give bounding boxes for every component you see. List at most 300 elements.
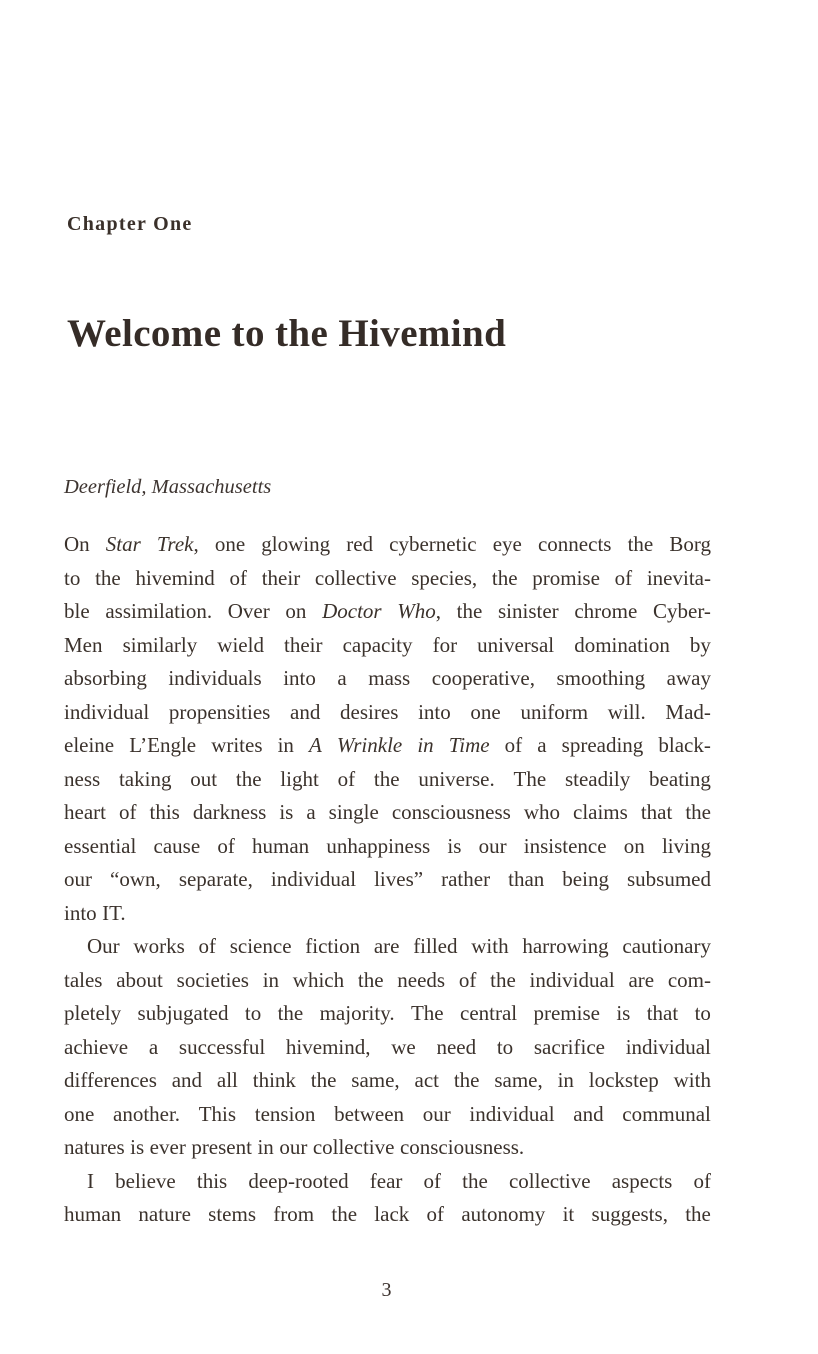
word (667, 662, 711, 696)
text-line (64, 1131, 711, 1165)
word (64, 1031, 128, 1065)
word (217, 629, 264, 663)
word-part: fear (369, 1168, 403, 1193)
word-part: differences (64, 1068, 157, 1092)
word-part: works (133, 934, 185, 958)
word (658, 729, 710, 763)
word-part: heart (64, 800, 106, 824)
word-part: same, (494, 1068, 543, 1092)
word-part: into (64, 900, 97, 925)
word-part: subsumed (626, 867, 711, 891)
word-part: capacity (342, 632, 413, 657)
word-part: to (244, 1001, 262, 1025)
word-part: will. (607, 699, 646, 724)
text-line (64, 729, 711, 763)
word (628, 528, 654, 562)
word-part: spreading (561, 733, 644, 757)
word (322, 595, 382, 629)
word (64, 662, 147, 696)
word (622, 930, 711, 964)
word-part: “own, (110, 867, 161, 891)
word-part: Borg (669, 532, 711, 556)
word-part: need (436, 1034, 477, 1059)
word-part: human (64, 1202, 122, 1226)
word (418, 763, 494, 797)
word-part: nature (138, 1202, 191, 1226)
word (391, 1031, 416, 1065)
word (427, 1198, 445, 1232)
word (397, 964, 445, 998)
word (674, 1064, 711, 1098)
word (262, 562, 300, 596)
word (199, 1098, 236, 1132)
word-part: successful (178, 1034, 266, 1059)
word-part: L’Engle (129, 733, 197, 757)
word-part: a (537, 733, 547, 757)
word-part: individual (469, 1101, 555, 1126)
word (459, 964, 477, 998)
word-part: in (262, 967, 280, 992)
word (285, 595, 306, 629)
word (524, 830, 607, 864)
word (64, 897, 97, 931)
word (462, 1165, 488, 1199)
word-part: to (694, 1001, 711, 1025)
word (278, 997, 304, 1031)
word (622, 1098, 711, 1132)
word (283, 662, 316, 696)
word (461, 1198, 545, 1232)
word-part: of (423, 1168, 442, 1193)
word (454, 1064, 480, 1098)
word (337, 729, 402, 763)
word-part: needs (397, 967, 446, 992)
word-part: believe (115, 1168, 176, 1193)
word (685, 1198, 711, 1232)
word (64, 528, 90, 562)
word (64, 1064, 157, 1098)
word (558, 1064, 574, 1098)
word-part: about (116, 967, 163, 992)
word-part: universe. (418, 766, 495, 791)
word (624, 830, 645, 864)
italic-title-text: Time (448, 733, 490, 757)
word-part: central (460, 1001, 518, 1025)
word-part: claims (573, 800, 628, 824)
word-part: their (261, 565, 301, 590)
word (592, 1198, 668, 1232)
word-part: that (640, 800, 673, 824)
word (138, 1198, 190, 1232)
word-part: unhappiness (326, 833, 431, 858)
word (64, 1198, 121, 1232)
word-part: single (328, 800, 379, 824)
word (64, 729, 114, 763)
word-part: with (673, 1068, 711, 1092)
word (329, 796, 379, 830)
word-part: filled (413, 934, 458, 958)
word-part: species, (411, 565, 478, 590)
text-line (64, 1064, 711, 1098)
word (64, 830, 136, 864)
word-part: our (478, 833, 507, 858)
word-part: a (148, 1034, 159, 1059)
word (252, 830, 309, 864)
word-part: consciousness. (399, 1135, 525, 1159)
word (150, 1131, 186, 1165)
text-line (64, 763, 711, 797)
word (417, 729, 433, 763)
word (293, 964, 344, 998)
word-part: in (257, 1135, 274, 1159)
word-part: similarly (122, 632, 198, 657)
word (191, 1131, 252, 1165)
word (374, 930, 400, 964)
word (309, 729, 322, 763)
word-part: The (513, 766, 547, 791)
word-part: all (216, 1068, 238, 1092)
word (524, 796, 560, 830)
word-part: our (279, 1135, 308, 1159)
italic-title-text: Trek (156, 532, 194, 556)
word-part: fiction (305, 934, 361, 958)
word (130, 1131, 144, 1165)
word-part: The (410, 1001, 444, 1025)
word-part: suggests, (591, 1202, 668, 1226)
word-part: stems (208, 1202, 257, 1226)
word (236, 763, 262, 797)
word-part: com- (667, 967, 711, 992)
word-part: than (508, 867, 545, 891)
word (313, 1131, 395, 1165)
text-line (64, 897, 711, 931)
word-part: propensities (168, 699, 271, 724)
word-part: , (435, 599, 441, 623)
word-part: for (432, 632, 458, 657)
word (411, 997, 444, 1031)
word (574, 595, 637, 629)
word-part: essential (64, 833, 137, 858)
word (532, 562, 600, 596)
word (245, 997, 261, 1031)
italic-title-text: A (309, 733, 322, 757)
word-part: are (628, 967, 655, 992)
word-part: domination (574, 632, 670, 657)
word (608, 696, 646, 730)
word (627, 863, 711, 897)
word (278, 729, 294, 763)
word-part: black- (658, 733, 711, 757)
word (190, 763, 217, 797)
word-part: our (64, 867, 92, 891)
word (138, 997, 229, 1031)
word-part: of (229, 565, 247, 590)
word-part: desires (340, 699, 399, 724)
word (64, 796, 106, 830)
word-part: consciousness (391, 800, 511, 824)
word (64, 696, 149, 730)
word (229, 562, 247, 596)
word-part: and (171, 1068, 203, 1092)
word (87, 930, 120, 964)
word-part: eye (492, 532, 522, 556)
text-line (64, 1198, 711, 1232)
word-part: in (557, 1068, 574, 1092)
word (589, 1064, 659, 1098)
word-part: lives” (374, 867, 424, 891)
word (119, 796, 137, 830)
word (537, 729, 546, 763)
word (311, 1064, 337, 1098)
word (351, 1064, 399, 1098)
word (334, 1098, 404, 1132)
word (217, 830, 235, 864)
word-part: Mad- (665, 699, 711, 724)
word (628, 964, 654, 998)
word-part: in (277, 733, 294, 757)
word-part: a (337, 666, 347, 690)
word-part: the (373, 766, 400, 791)
word-part: to (64, 565, 81, 590)
text-line (64, 595, 711, 629)
word-part: sinister (498, 599, 559, 623)
word (530, 964, 615, 998)
word-part: being (562, 867, 609, 891)
word (64, 763, 100, 797)
word-part: taking (118, 766, 172, 791)
word (123, 629, 198, 663)
word (320, 997, 395, 1031)
word-part: individual (64, 699, 150, 724)
word-part: from (273, 1202, 315, 1226)
word-part: the (277, 1001, 304, 1025)
word-part: are (373, 934, 400, 958)
italic-title-text: in (417, 733, 434, 757)
word (154, 830, 201, 864)
word-part: assimilation. (105, 599, 213, 623)
word-part: promise (532, 565, 600, 590)
word-part: aspects (611, 1168, 673, 1193)
word (149, 796, 179, 830)
word (64, 964, 102, 998)
word (64, 997, 121, 1031)
word (653, 595, 711, 629)
word (460, 997, 517, 1031)
word (490, 964, 516, 998)
word-part: beating (649, 766, 711, 791)
word-part: collective (508, 1168, 591, 1193)
word (343, 629, 413, 663)
word-part: think (252, 1068, 296, 1092)
word-part: tales (64, 967, 103, 992)
word (306, 796, 315, 830)
word (215, 528, 245, 562)
word-part: collective (312, 1135, 395, 1159)
word (102, 897, 126, 931)
word (64, 1131, 125, 1165)
word-part: this (196, 1168, 228, 1193)
word (520, 696, 588, 730)
word-part: insistence (523, 833, 607, 858)
word-part: This (198, 1101, 237, 1126)
word-part: of (614, 565, 633, 590)
word (374, 1198, 409, 1232)
text-line (64, 629, 711, 663)
word-part: inevita- (646, 565, 711, 590)
word-part: of (118, 800, 137, 824)
body-text (64, 528, 711, 1232)
word-part: universal (477, 632, 555, 657)
word (479, 830, 507, 864)
word (662, 830, 711, 864)
word-part: majority. (319, 1001, 395, 1025)
word (641, 796, 673, 830)
word-part: away (666, 666, 711, 690)
word-part: rather (441, 867, 491, 891)
word (133, 930, 184, 964)
text-line (64, 696, 711, 730)
word-part: act (414, 1068, 439, 1092)
word-part: Our (87, 934, 120, 958)
word (616, 997, 630, 1031)
word (441, 863, 490, 897)
word (514, 763, 547, 797)
word (208, 1198, 256, 1232)
word (562, 863, 609, 897)
word-part: achieve (64, 1034, 129, 1059)
word (368, 662, 410, 696)
word-part: the (95, 565, 121, 590)
word (119, 763, 172, 797)
word (626, 1031, 711, 1065)
word (649, 763, 711, 797)
word (556, 662, 645, 696)
word-part: light (280, 766, 319, 791)
word-part: mass (368, 666, 411, 690)
word (695, 997, 711, 1031)
word-part: a (306, 800, 316, 824)
text-line (64, 1098, 711, 1132)
word-part: separate, (178, 867, 253, 891)
chapter-label: Chapter One (67, 213, 193, 235)
word-part: human (252, 833, 310, 858)
word (469, 1098, 554, 1132)
word-part: cautionary (622, 934, 711, 958)
word (411, 562, 477, 596)
word-part: individual (625, 1034, 711, 1059)
word-part: we (391, 1034, 416, 1059)
word-part: one (214, 532, 246, 556)
word-part: of (693, 1168, 711, 1193)
word-part: and (573, 1101, 604, 1126)
word-part: chrome (574, 599, 638, 623)
word (615, 562, 633, 596)
word (693, 1165, 711, 1199)
word (64, 595, 90, 629)
word-part: I (87, 1168, 94, 1193)
word (273, 1198, 314, 1232)
text-line (64, 863, 711, 897)
word (669, 528, 711, 562)
word (338, 763, 356, 797)
text-line (64, 562, 711, 596)
word-part: absorbing (64, 666, 147, 690)
word (477, 629, 554, 663)
word-part: deep-rooted (248, 1168, 349, 1193)
word (177, 964, 249, 998)
word-part: of (337, 766, 356, 791)
word (612, 1165, 673, 1199)
word-part: this (149, 800, 180, 824)
word-part: subjugated (137, 1001, 229, 1025)
word (248, 1165, 348, 1199)
word-part: Over (227, 599, 270, 623)
word (279, 1131, 307, 1165)
word (415, 1064, 439, 1098)
word-part: of (504, 733, 523, 757)
word (113, 1098, 180, 1132)
word (105, 595, 212, 629)
word (392, 796, 511, 830)
word (271, 863, 356, 897)
word (497, 1031, 513, 1065)
word (172, 1064, 202, 1098)
word-part: the (235, 766, 262, 791)
location-dateline: Deerfield, Massachusetts (64, 476, 272, 498)
word-part: sacrifice (533, 1034, 605, 1059)
word (418, 696, 451, 730)
word-part: connects (537, 532, 612, 556)
chapter-title: Welcome to the Hivemind (67, 312, 507, 355)
word-part: individual (529, 967, 615, 992)
word (129, 729, 196, 763)
word-part: is (130, 1135, 145, 1159)
text-line (64, 830, 711, 864)
italic-title-text: Wrinkle (336, 733, 403, 757)
word (432, 662, 535, 696)
word-part: the (462, 1168, 488, 1193)
word (217, 1064, 238, 1098)
word-part: lockstep (588, 1068, 659, 1092)
word (574, 629, 670, 663)
word (471, 930, 508, 964)
text-line (64, 964, 711, 998)
word (149, 1031, 158, 1065)
word (690, 629, 711, 663)
word-part: darkness (192, 800, 267, 824)
word (493, 528, 522, 562)
word-part: eleine (64, 733, 115, 757)
word-part: present (191, 1135, 252, 1159)
word-part: their (284, 632, 323, 657)
word (423, 1098, 451, 1132)
word-part: cooperative, (431, 666, 535, 690)
word (505, 729, 523, 763)
word (261, 528, 330, 562)
word (290, 696, 320, 730)
word-part: hivemind (135, 565, 215, 590)
word (340, 696, 398, 730)
word (116, 964, 163, 998)
word-part: the (453, 1068, 480, 1092)
word-part: IT. (102, 900, 126, 925)
italic-title-text: Doctor (322, 599, 382, 623)
word (326, 830, 430, 864)
word (193, 796, 266, 830)
word-part: wield (217, 632, 264, 657)
word (110, 863, 161, 897)
word (87, 1165, 94, 1199)
